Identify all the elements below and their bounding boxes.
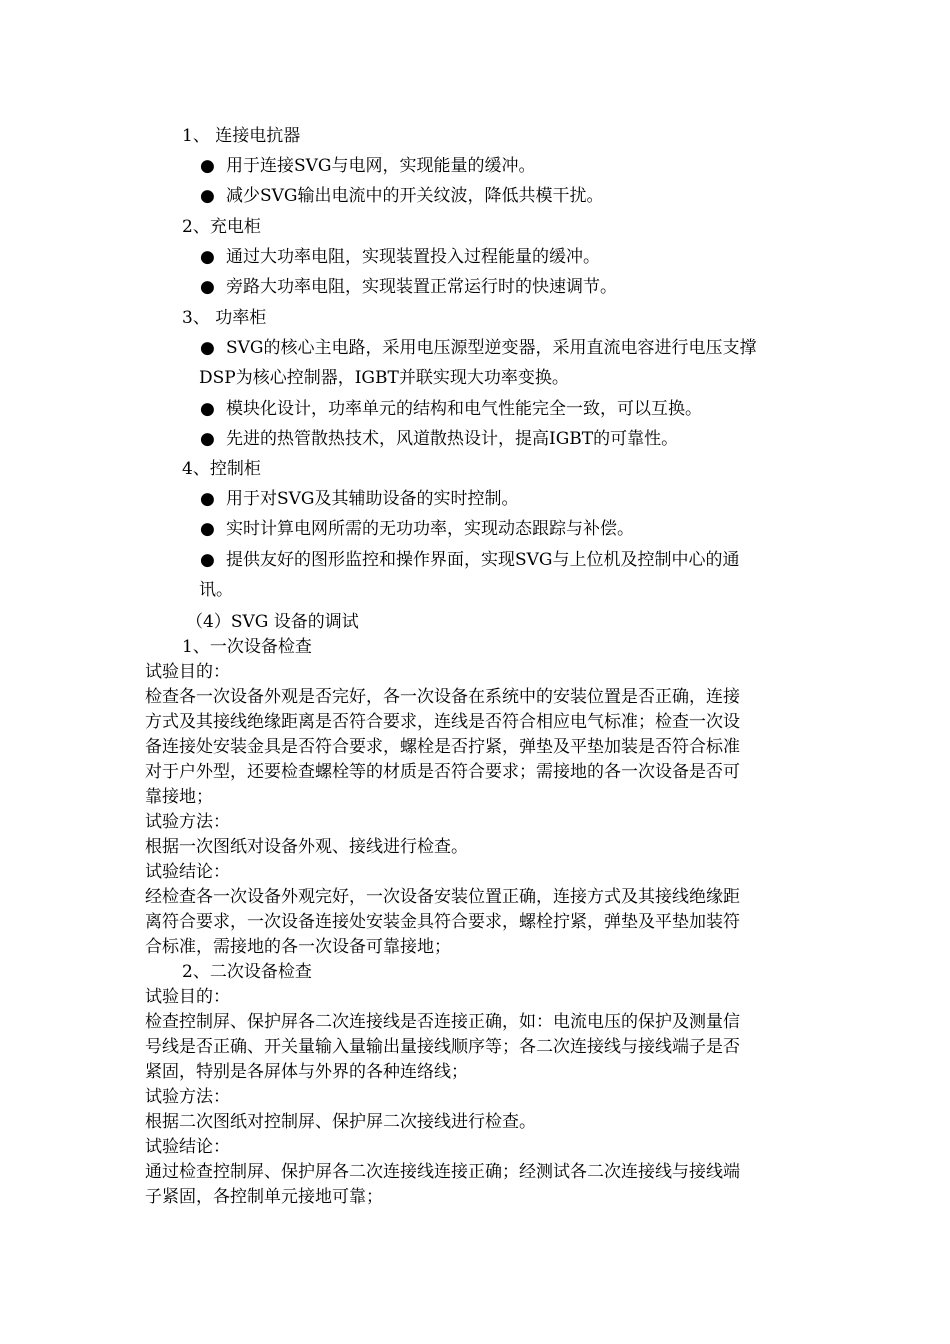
paragraph-line: 通过检查控制屏、保护屏各二次连接线连接正确；经测试各二次连接线与接线端: [145, 1162, 740, 1182]
bullet-text: 实时计算电网所需的无功功率，实现动态跟踪与补偿。: [226, 519, 634, 539]
bullet-text-continuation: DSP为核心控制器，IGBT并联实现大功率变换。: [199, 368, 569, 388]
bullet-icon: ●: [200, 277, 215, 297]
bullet-item: [200, 489, 519, 509]
bullet-text: 先进的热管散热技术，风道散热设计，提高IGBT的可靠性。: [226, 429, 679, 449]
paragraph-line: 对于户外型，还要检查螺栓等的材质是否符合要求；需接地的各一次设备是否可: [145, 762, 740, 782]
purpose-label: 试验目的：: [145, 987, 230, 1007]
bullet-icon: ●: [200, 338, 215, 358]
bullet-icon: ●: [200, 550, 215, 570]
bullet-text: 减少SVG输出电流中的开关纹波，降低共模干扰。: [226, 186, 604, 206]
bullet-item: [200, 156, 536, 176]
paragraph-line: 紧固，特别是各屏体与外界的各种连络线；: [145, 1062, 468, 1082]
section-heading-connect-reactor: 1、 连接电抗器: [182, 126, 301, 146]
bullet-item: [200, 519, 634, 539]
bullet-icon: ●: [200, 489, 215, 509]
subsection-heading-primary-check: 1、一次设备检查: [182, 637, 312, 657]
bullet-item: [200, 247, 600, 267]
paragraph-line: 检查控制屏、保护屏各二次连接线是否连接正确，如：电流电压的保护及测量信: [145, 1012, 740, 1032]
conclusion-label: 试验结论：: [145, 1137, 230, 1157]
bullet-item: [200, 186, 604, 206]
bullet-item: [200, 338, 757, 358]
bullet-item: [200, 550, 740, 570]
bullet-text-continuation: 讯。: [199, 580, 233, 600]
bullet-icon: ●: [200, 156, 215, 176]
bullet-text: 通过大功率电阻，实现装置投入过程能量的缓冲。: [226, 247, 600, 267]
bullet-icon: ●: [200, 519, 215, 539]
section-heading-charging-cabinet: 2、充电柜: [182, 217, 261, 237]
bullet-text: 旁路大功率电阻，实现装置正常运行时的快速调节。: [226, 277, 617, 297]
paragraph-line: 子紧固，各控制单元接地可靠；: [145, 1187, 383, 1207]
bullet-text: SVG的核心主电路，采用电压源型逆变器，采用直流电容进行电压支撑: [226, 338, 757, 358]
bullet-icon: ●: [200, 186, 215, 206]
paragraph-line: 号线是否正确、开关量输入量输出量接线顺序等；各二次连接线与接线端子是否: [145, 1037, 740, 1057]
bullet-text: 提供友好的图形监控和操作界面，实现SVG与上位机及控制中心的通: [226, 550, 740, 570]
conclusion-label: 试验结论：: [145, 862, 230, 882]
bullet-text: 用于对SVG及其辅助设备的实时控制。: [226, 489, 519, 509]
bullet-item: [200, 429, 678, 449]
paragraph-line: 经检查各一次设备外观完好，一次设备安装位置正确，连接方式及其接线绝缘距: [145, 887, 740, 907]
bullet-item: [200, 399, 702, 419]
bullet-text: 模块化设计，功率单元的结构和电气性能完全一致，可以互换。: [226, 399, 702, 419]
method-text: 根据一次图纸对设备外观、接线进行检查。: [145, 837, 468, 857]
paragraph-line: 离符合要求，一次设备连接处安装金具符合要求，螺栓拧紧，弹垫及平垫加装符: [145, 912, 740, 932]
bullet-text: 用于连接SVG与电网，实现能量的缓冲。: [226, 156, 536, 176]
bullet-icon: ●: [200, 247, 215, 267]
paragraph-line: 靠接地；: [145, 787, 213, 807]
bullet-icon: ●: [200, 429, 215, 449]
section-title-svg-debug: （4）SVG 设备的调试: [186, 612, 359, 632]
paragraph-line: 合标准，需接地的各一次设备可靠接地；: [145, 937, 451, 957]
subsection-heading-secondary-check: 2、二次设备检查: [182, 962, 312, 982]
paragraph-line: 方式及其接线绝缘距离是否符合要求，连线是否符合相应电气标准；检查一次设: [145, 712, 740, 732]
paragraph-line: 检查各一次设备外观是否完好，各一次设备在系统中的安装位置是否正确，连接: [145, 687, 740, 707]
paragraph-line: 备连接处安装金具是否符合要求，螺栓是否拧紧，弹垫及平垫加装是否符合标准: [145, 737, 740, 757]
purpose-label: 试验目的：: [145, 662, 230, 682]
method-label: 试验方法：: [145, 812, 230, 832]
method-text: 根据二次图纸对控制屏、保护屏二次接线进行检查。: [145, 1112, 536, 1132]
section-heading-control-cabinet: 4、控制柜: [182, 459, 261, 479]
method-label: 试验方法：: [145, 1087, 230, 1107]
bullet-item: [200, 277, 617, 297]
section-heading-power-cabinet: 3、 功率柜: [182, 308, 267, 328]
bullet-icon: ●: [200, 399, 215, 419]
